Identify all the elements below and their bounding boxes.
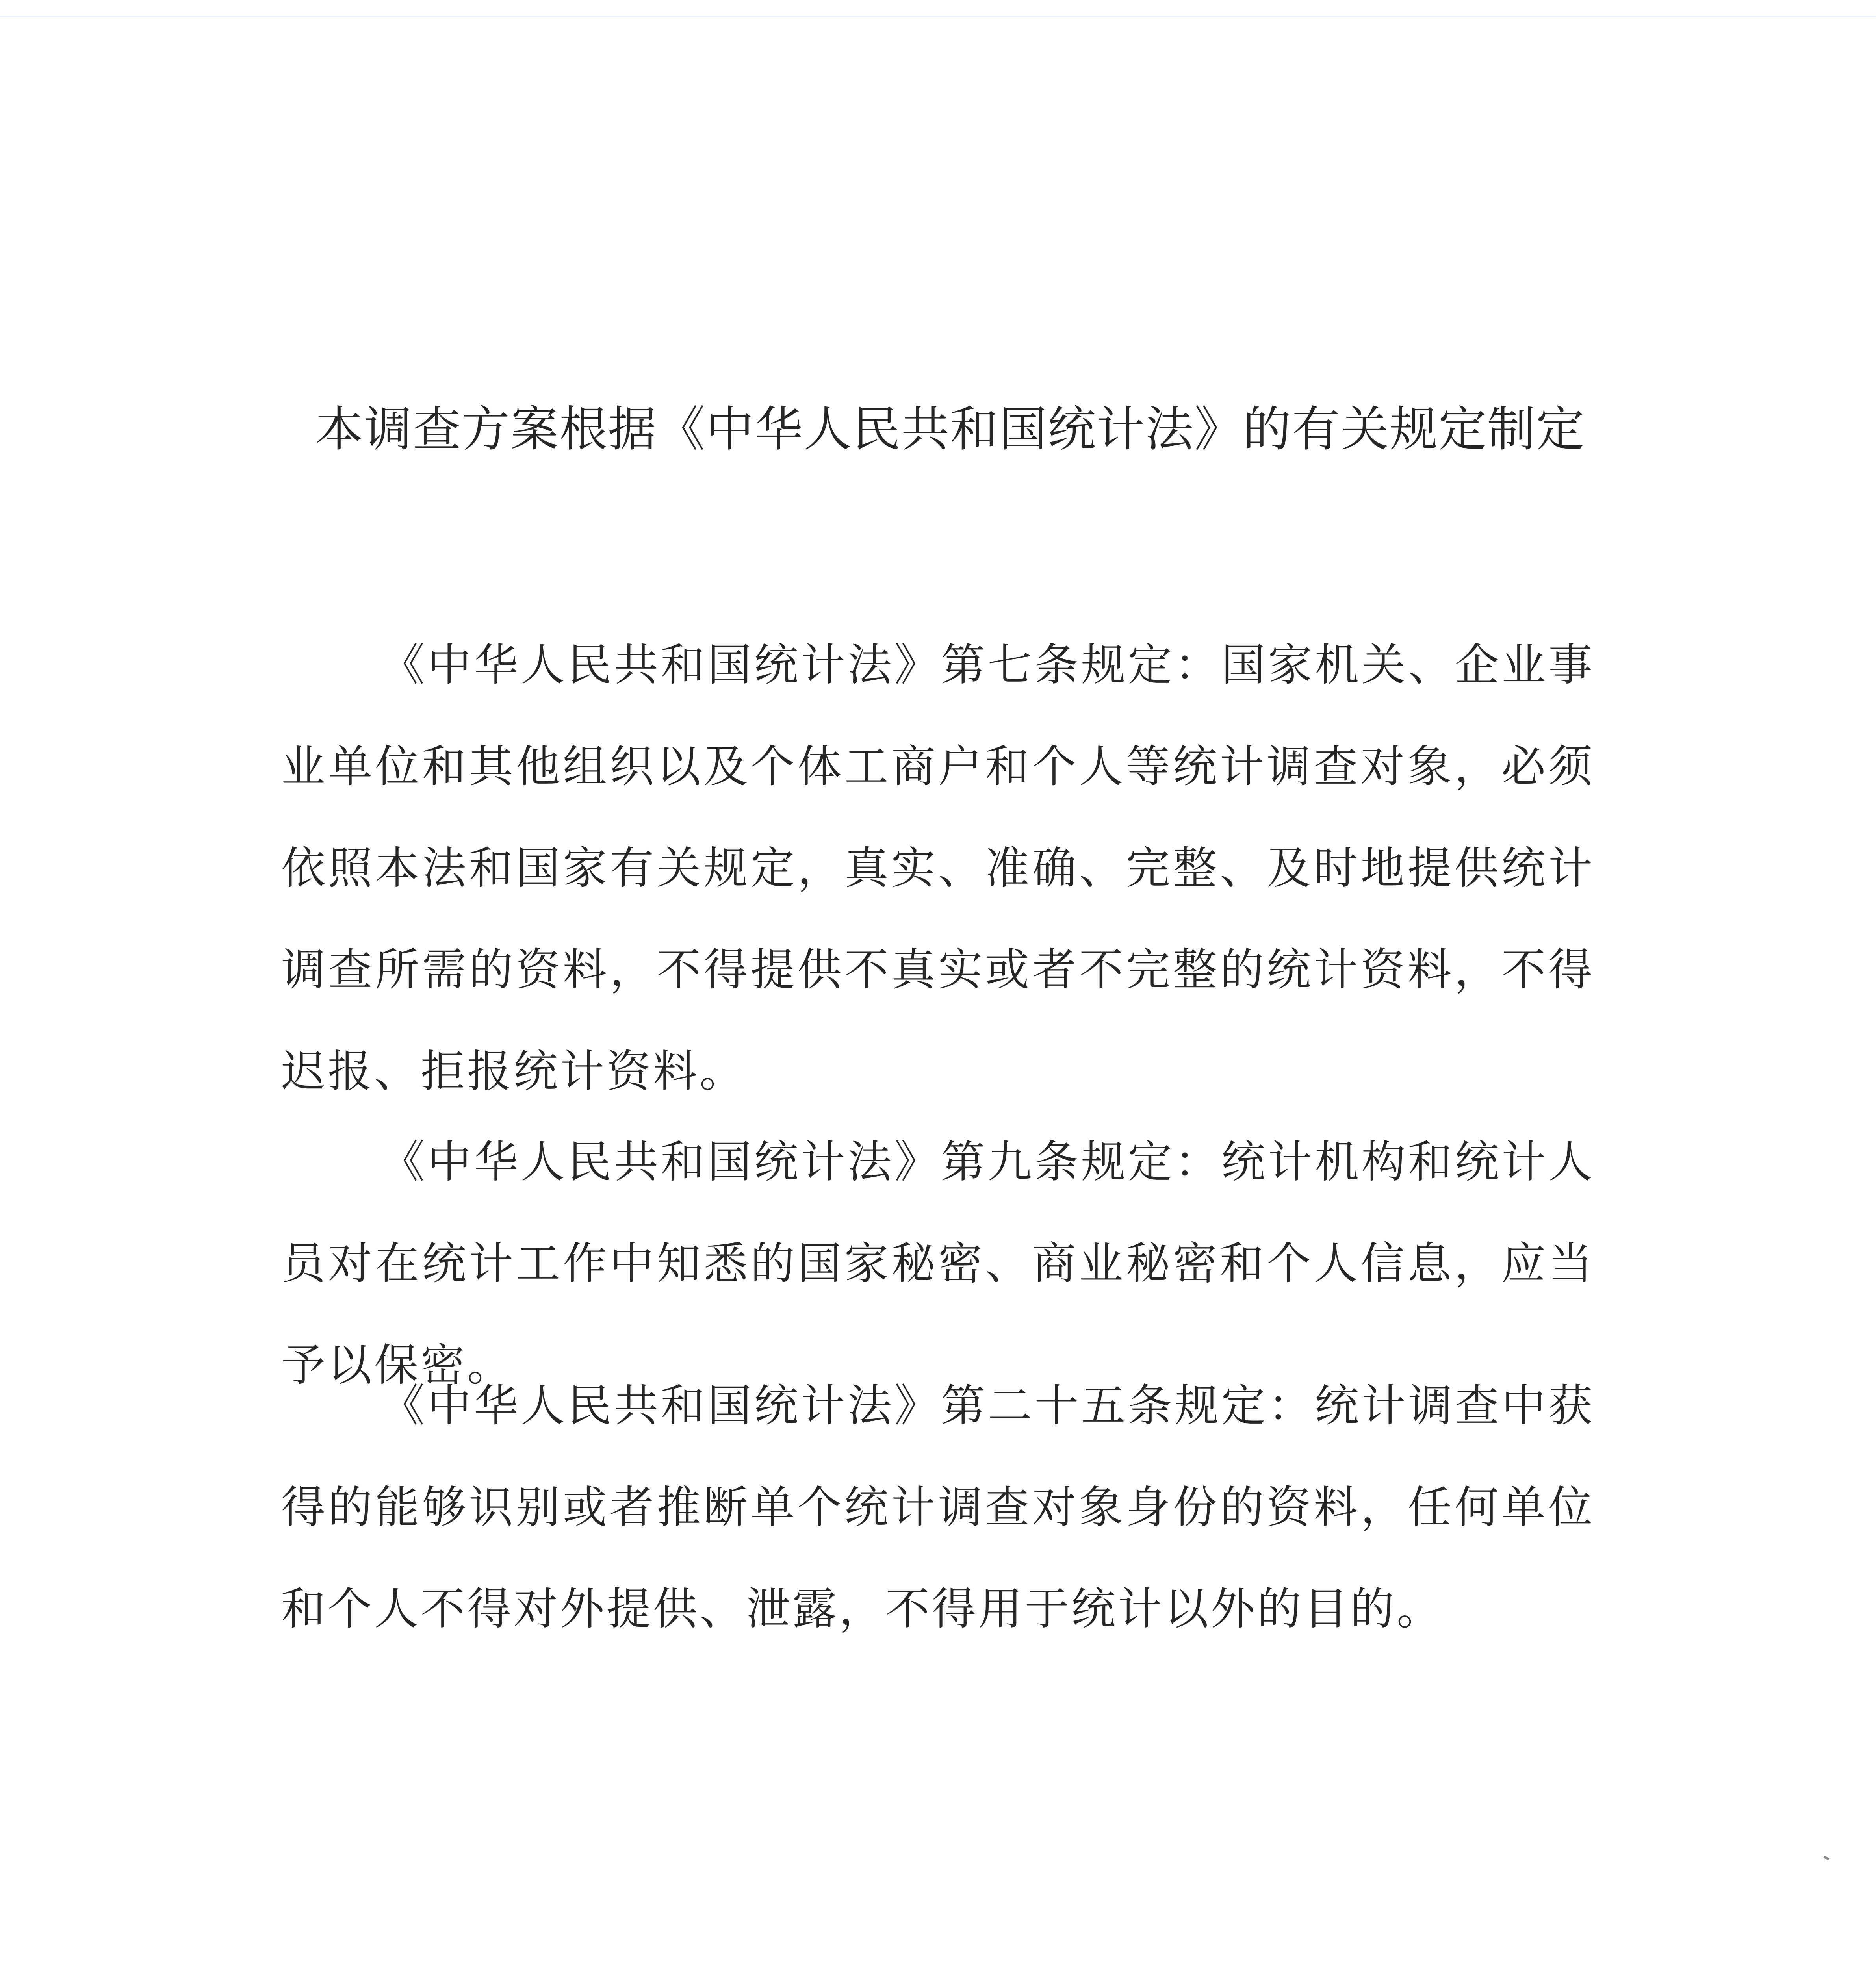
paragraph-article-25: 《中华人民共和国统计法》第二十五条规定：统计调查中获得的能够识别或者推断单个统计调查对象身份的资料，任何单位和个人不得对外提供、泄露，不得用于统计以外的目的。 bbox=[281, 1380, 1595, 1635]
scan-top-edge bbox=[0, 16, 1876, 17]
paragraph-article-7: 《中华人民共和国统计法》第七条规定：国家机关、企业事业单位和其他组织以及个体工商户和个人等统计调查对象，必须依照本法和国家有关规定，真实、准确、完整、及时地提供统计调查所需的资料，不得提供不真实或者不完整的统计资料，不得迟报、拒报统计资料。 bbox=[281, 640, 1595, 1097]
paragraph-article-9: 《中华人民共和国统计法》第九条规定：统计机构和统计人员对在统计工作中知悉的国家秘密、商业秘密和个人信息，应当予以保密。 bbox=[281, 1137, 1595, 1391]
scan-speck bbox=[1823, 1856, 1829, 1860]
page-title: 本调查方案根据《中华人民共和国统计法》的有关规定制定 bbox=[315, 401, 1585, 457]
